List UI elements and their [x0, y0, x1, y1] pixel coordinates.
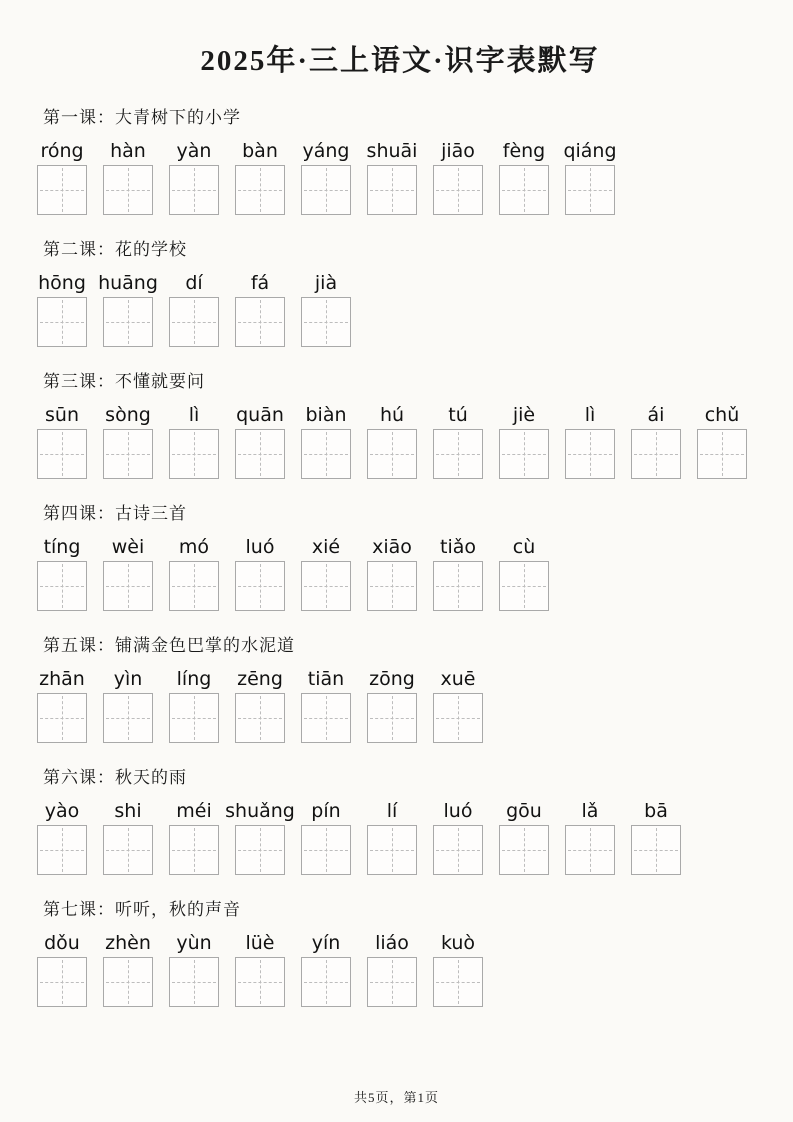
- writing-grid-box: [631, 429, 681, 479]
- grid-dashed-vertical-line: [326, 300, 327, 344]
- lesson-header: 第二课：花的学校: [43, 240, 187, 259]
- pinyin-label: huāng: [98, 272, 158, 294]
- writing-grid-box: [235, 165, 285, 215]
- writing-grid-box: [367, 825, 417, 875]
- char-cell: [235, 932, 285, 1007]
- writing-grid-box: [169, 429, 219, 479]
- pinyin-label: yùn: [176, 932, 212, 954]
- lesson-header: 第五课：铺满金色巴掌的水泥道: [43, 636, 295, 655]
- grid-dashed-vertical-line: [260, 828, 261, 872]
- char-cell: [433, 800, 483, 875]
- char-cell: [499, 536, 549, 611]
- lesson-section: [37, 636, 763, 743]
- writing-grid-box: [499, 561, 549, 611]
- pinyin-grid-row: [37, 668, 763, 743]
- lesson-section: [37, 768, 763, 875]
- char-cell: [565, 404, 615, 479]
- writing-grid-box: [37, 957, 87, 1007]
- writing-grid-box: [169, 957, 219, 1007]
- writing-grid-box: [433, 429, 483, 479]
- grid-dashed-vertical-line: [458, 828, 459, 872]
- pinyin-label: hú: [379, 404, 405, 426]
- grid-dashed-vertical-line: [524, 564, 525, 608]
- writing-grid-box: [367, 957, 417, 1007]
- grid-dashed-vertical-line: [590, 432, 591, 476]
- writing-grid-box: [499, 429, 549, 479]
- pinyin-label: yáng: [302, 140, 350, 162]
- writing-grid-box: [235, 825, 285, 875]
- writing-grid-box: [103, 957, 153, 1007]
- grid-dashed-vertical-line: [260, 300, 261, 344]
- grid-dashed-vertical-line: [194, 960, 195, 1004]
- pinyin-label: zēng: [237, 668, 283, 690]
- writing-grid-box: [37, 429, 87, 479]
- writing-grid-box: [301, 297, 351, 347]
- char-cell: [103, 140, 153, 215]
- writing-grid-box: [301, 693, 351, 743]
- grid-dashed-vertical-line: [194, 432, 195, 476]
- writing-grid-box: [301, 561, 351, 611]
- grid-dashed-vertical-line: [62, 168, 63, 212]
- pinyin-label: yào: [44, 800, 80, 822]
- grid-dashed-vertical-line: [326, 696, 327, 740]
- pinyin-label: mó: [178, 536, 210, 558]
- char-cell: [499, 800, 549, 875]
- lesson-header: 第三课：不懂就要问: [43, 372, 205, 391]
- lesson-section: [37, 240, 763, 347]
- char-cell: [37, 404, 87, 479]
- char-cell: [235, 668, 285, 743]
- grid-dashed-vertical-line: [128, 960, 129, 1004]
- pinyin-label: ái: [647, 404, 665, 426]
- pinyin-label: shuāi: [366, 140, 418, 162]
- lesson-section: [37, 504, 763, 611]
- writing-grid-box: [301, 165, 351, 215]
- grid-dashed-vertical-line: [458, 696, 459, 740]
- char-cell: [37, 536, 87, 611]
- grid-dashed-vertical-line: [260, 564, 261, 608]
- writing-grid-box: [235, 561, 285, 611]
- writing-grid-box: [169, 825, 219, 875]
- pinyin-grid-row: [37, 800, 763, 875]
- char-cell: [169, 932, 219, 1007]
- char-cell: [235, 272, 285, 347]
- grid-dashed-vertical-line: [656, 432, 657, 476]
- char-cell: [631, 404, 681, 479]
- grid-dashed-vertical-line: [458, 960, 459, 1004]
- writing-grid-box: [499, 165, 549, 215]
- grid-dashed-vertical-line: [194, 168, 195, 212]
- grid-dashed-vertical-line: [326, 432, 327, 476]
- grid-dashed-vertical-line: [326, 960, 327, 1004]
- pinyin-label: biàn: [305, 404, 347, 426]
- char-cell: [697, 404, 747, 479]
- grid-dashed-vertical-line: [326, 564, 327, 608]
- char-cell: [37, 272, 87, 347]
- writing-grid-box: [235, 429, 285, 479]
- page-title: 2025年·三上语文·识字表默写: [200, 45, 600, 77]
- writing-grid-box: [235, 693, 285, 743]
- char-cell: [301, 668, 351, 743]
- writing-grid-box: [103, 429, 153, 479]
- pinyin-label: luó: [443, 800, 473, 822]
- char-cell: [37, 932, 87, 1007]
- writing-grid-box: [301, 825, 351, 875]
- char-cell: [499, 140, 549, 215]
- writing-grid-box: [37, 693, 87, 743]
- grid-dashed-vertical-line: [260, 696, 261, 740]
- char-cell: [367, 404, 417, 479]
- char-cell: [433, 536, 483, 611]
- lesson-header: 第七课：听听，秋的声音: [43, 900, 241, 919]
- pinyin-label: gōu: [506, 800, 542, 822]
- char-cell: [235, 404, 285, 479]
- writing-grid-box: [433, 693, 483, 743]
- char-cell: [98, 272, 158, 347]
- char-cell: [433, 140, 483, 215]
- pinyin-label: dǒu: [44, 932, 80, 954]
- pinyin-label: fá: [250, 272, 270, 294]
- char-cell: [367, 140, 417, 215]
- pinyin-label: xié: [311, 536, 341, 558]
- writing-grid-box: [367, 561, 417, 611]
- writing-grid-box: [169, 297, 219, 347]
- grid-dashed-vertical-line: [62, 696, 63, 740]
- writing-grid-box: [103, 297, 153, 347]
- char-cell: [37, 140, 87, 215]
- pinyin-label: tiǎo: [440, 536, 476, 558]
- writing-grid-box: [433, 561, 483, 611]
- char-cell: [225, 800, 295, 875]
- grid-dashed-vertical-line: [194, 564, 195, 608]
- pinyin-label: lì: [188, 404, 200, 426]
- grid-dashed-vertical-line: [392, 564, 393, 608]
- grid-dashed-vertical-line: [524, 828, 525, 872]
- pinyin-label: jià: [314, 272, 338, 294]
- writing-grid-box: [697, 429, 747, 479]
- pinyin-label: shuǎng: [225, 800, 295, 822]
- pinyin-grid-row: [37, 932, 763, 1007]
- char-cell: [301, 404, 351, 479]
- pinyin-label: cù: [512, 536, 536, 558]
- lesson-section: [37, 372, 763, 479]
- pinyin-label: méi: [176, 800, 212, 822]
- char-cell: [169, 140, 219, 215]
- grid-dashed-vertical-line: [392, 960, 393, 1004]
- writing-grid-box: [301, 957, 351, 1007]
- lesson-header: 第六课：秋天的雨: [43, 768, 187, 787]
- grid-dashed-vertical-line: [590, 168, 591, 212]
- writing-grid-box: [499, 825, 549, 875]
- grid-dashed-vertical-line: [62, 432, 63, 476]
- writing-grid-box: [169, 693, 219, 743]
- char-cell: [301, 140, 351, 215]
- grid-dashed-vertical-line: [128, 168, 129, 212]
- lesson-section: [37, 900, 763, 1007]
- pinyin-label: bā: [644, 800, 668, 822]
- lesson-header: 第四课：古诗三首: [43, 504, 187, 523]
- pinyin-label: wèi: [111, 536, 145, 558]
- char-cell: [169, 404, 219, 479]
- char-cell: [103, 932, 153, 1007]
- writing-grid-box: [235, 297, 285, 347]
- pinyin-label: qiáng: [563, 140, 617, 162]
- grid-dashed-vertical-line: [524, 168, 525, 212]
- char-cell: [367, 536, 417, 611]
- writing-grid-box: [37, 561, 87, 611]
- grid-dashed-vertical-line: [128, 828, 129, 872]
- pinyin-label: hàn: [110, 140, 146, 162]
- pinyin-grid-row: [37, 536, 763, 611]
- lesson-section: [37, 108, 763, 215]
- grid-dashed-vertical-line: [326, 168, 327, 212]
- char-cell: [169, 800, 219, 875]
- pinyin-label: luó: [245, 536, 275, 558]
- char-cell: [169, 272, 219, 347]
- writing-grid-box: [37, 297, 87, 347]
- pinyin-label: kuò: [440, 932, 476, 954]
- grid-dashed-vertical-line: [392, 696, 393, 740]
- char-cell: [367, 668, 417, 743]
- writing-grid-box: [565, 825, 615, 875]
- grid-dashed-vertical-line: [62, 960, 63, 1004]
- char-cell: [103, 668, 153, 743]
- grid-dashed-vertical-line: [62, 564, 63, 608]
- writing-grid-box: [367, 429, 417, 479]
- grid-dashed-vertical-line: [260, 168, 261, 212]
- grid-dashed-vertical-line: [722, 432, 723, 476]
- pinyin-label: líng: [176, 668, 212, 690]
- writing-grid-box: [565, 429, 615, 479]
- pinyin-label: xuē: [440, 668, 476, 690]
- grid-dashed-vertical-line: [194, 696, 195, 740]
- grid-dashed-vertical-line: [128, 696, 129, 740]
- grid-dashed-vertical-line: [194, 300, 195, 344]
- pinyin-label: jiè: [512, 404, 536, 426]
- pinyin-label: tiān: [307, 668, 345, 690]
- pinyin-label: zōng: [369, 668, 415, 690]
- writing-grid-box: [433, 825, 483, 875]
- pinyin-label: hōng: [38, 272, 86, 294]
- pinyin-label: yàn: [176, 140, 212, 162]
- pinyin-label: lí: [386, 800, 398, 822]
- grid-dashed-vertical-line: [656, 828, 657, 872]
- grid-dashed-vertical-line: [128, 300, 129, 344]
- pinyin-label: jiāo: [441, 140, 475, 162]
- writing-grid-box: [37, 825, 87, 875]
- char-cell: [169, 668, 219, 743]
- char-cell: [235, 536, 285, 611]
- pinyin-label: sūn: [45, 404, 79, 426]
- char-cell: [235, 140, 285, 215]
- char-cell: [301, 800, 351, 875]
- char-cell: [301, 272, 351, 347]
- pinyin-label: quān: [236, 404, 284, 426]
- writing-grid-box: [235, 957, 285, 1007]
- char-cell: [103, 404, 153, 479]
- writing-grid-box: [103, 561, 153, 611]
- char-cell: [37, 800, 87, 875]
- pinyin-label: sòng: [105, 404, 151, 426]
- char-cell: [433, 668, 483, 743]
- lesson-header: 第一课：大青树下的小学: [43, 108, 241, 127]
- char-cell: [37, 668, 87, 743]
- pinyin-label: lǎ: [581, 800, 599, 822]
- pinyin-grid-row: [37, 404, 763, 479]
- pinyin-grid-row: [37, 272, 763, 347]
- writing-grid-box: [169, 561, 219, 611]
- writing-grid-box: [367, 165, 417, 215]
- grid-dashed-vertical-line: [326, 828, 327, 872]
- pinyin-label: lì: [584, 404, 596, 426]
- pinyin-label: róng: [40, 140, 84, 162]
- char-cell: [103, 536, 153, 611]
- grid-dashed-vertical-line: [260, 960, 261, 1004]
- grid-dashed-vertical-line: [194, 828, 195, 872]
- grid-dashed-vertical-line: [392, 432, 393, 476]
- grid-dashed-vertical-line: [524, 432, 525, 476]
- grid-dashed-vertical-line: [458, 564, 459, 608]
- pinyin-label: pín: [311, 800, 341, 822]
- writing-grid-box: [367, 693, 417, 743]
- writing-grid-box: [103, 693, 153, 743]
- grid-dashed-vertical-line: [392, 168, 393, 212]
- writing-grid-box: [631, 825, 681, 875]
- char-cell: [433, 404, 483, 479]
- pinyin-label: xiāo: [372, 536, 412, 558]
- pinyin-label: chǔ: [704, 404, 740, 426]
- writing-grid-box: [433, 957, 483, 1007]
- writing-grid-box: [103, 825, 153, 875]
- pinyin-label: zhān: [39, 668, 85, 690]
- pinyin-label: zhèn: [105, 932, 151, 954]
- writing-grid-box: [103, 165, 153, 215]
- char-cell: [367, 932, 417, 1007]
- char-cell: [301, 932, 351, 1007]
- char-cell: [433, 932, 483, 1007]
- grid-dashed-vertical-line: [590, 828, 591, 872]
- pinyin-label: yín: [311, 932, 341, 954]
- pinyin-label: yìn: [113, 668, 143, 690]
- grid-dashed-vertical-line: [458, 168, 459, 212]
- pinyin-label: tíng: [43, 536, 81, 558]
- writing-grid-box: [301, 429, 351, 479]
- char-cell: [565, 140, 615, 215]
- grid-dashed-vertical-line: [128, 564, 129, 608]
- pinyin-label: dí: [185, 272, 203, 294]
- pinyin-label: bàn: [242, 140, 278, 162]
- pinyin-label: fèng: [502, 140, 546, 162]
- grid-dashed-vertical-line: [392, 828, 393, 872]
- page-footer: 共5页，第1页: [353, 1090, 439, 1105]
- grid-dashed-vertical-line: [260, 432, 261, 476]
- pinyin-label: tú: [448, 404, 468, 426]
- writing-grid-box: [169, 165, 219, 215]
- pinyin-label: shi: [114, 800, 142, 822]
- pinyin-label: lüè: [245, 932, 275, 954]
- writing-grid-box: [433, 165, 483, 215]
- lessons-container: [37, 108, 763, 1007]
- grid-dashed-vertical-line: [62, 300, 63, 344]
- char-cell: [565, 800, 615, 875]
- char-cell: [103, 800, 153, 875]
- writing-grid-box: [565, 165, 615, 215]
- char-cell: [367, 800, 417, 875]
- char-cell: [169, 536, 219, 611]
- char-cell: [499, 404, 549, 479]
- grid-dashed-vertical-line: [458, 432, 459, 476]
- grid-dashed-vertical-line: [62, 828, 63, 872]
- char-cell: [301, 536, 351, 611]
- pinyin-grid-row: [37, 140, 763, 215]
- writing-grid-box: [37, 165, 87, 215]
- pinyin-label: liáo: [375, 932, 409, 954]
- grid-dashed-vertical-line: [128, 432, 129, 476]
- char-cell: [631, 800, 681, 875]
